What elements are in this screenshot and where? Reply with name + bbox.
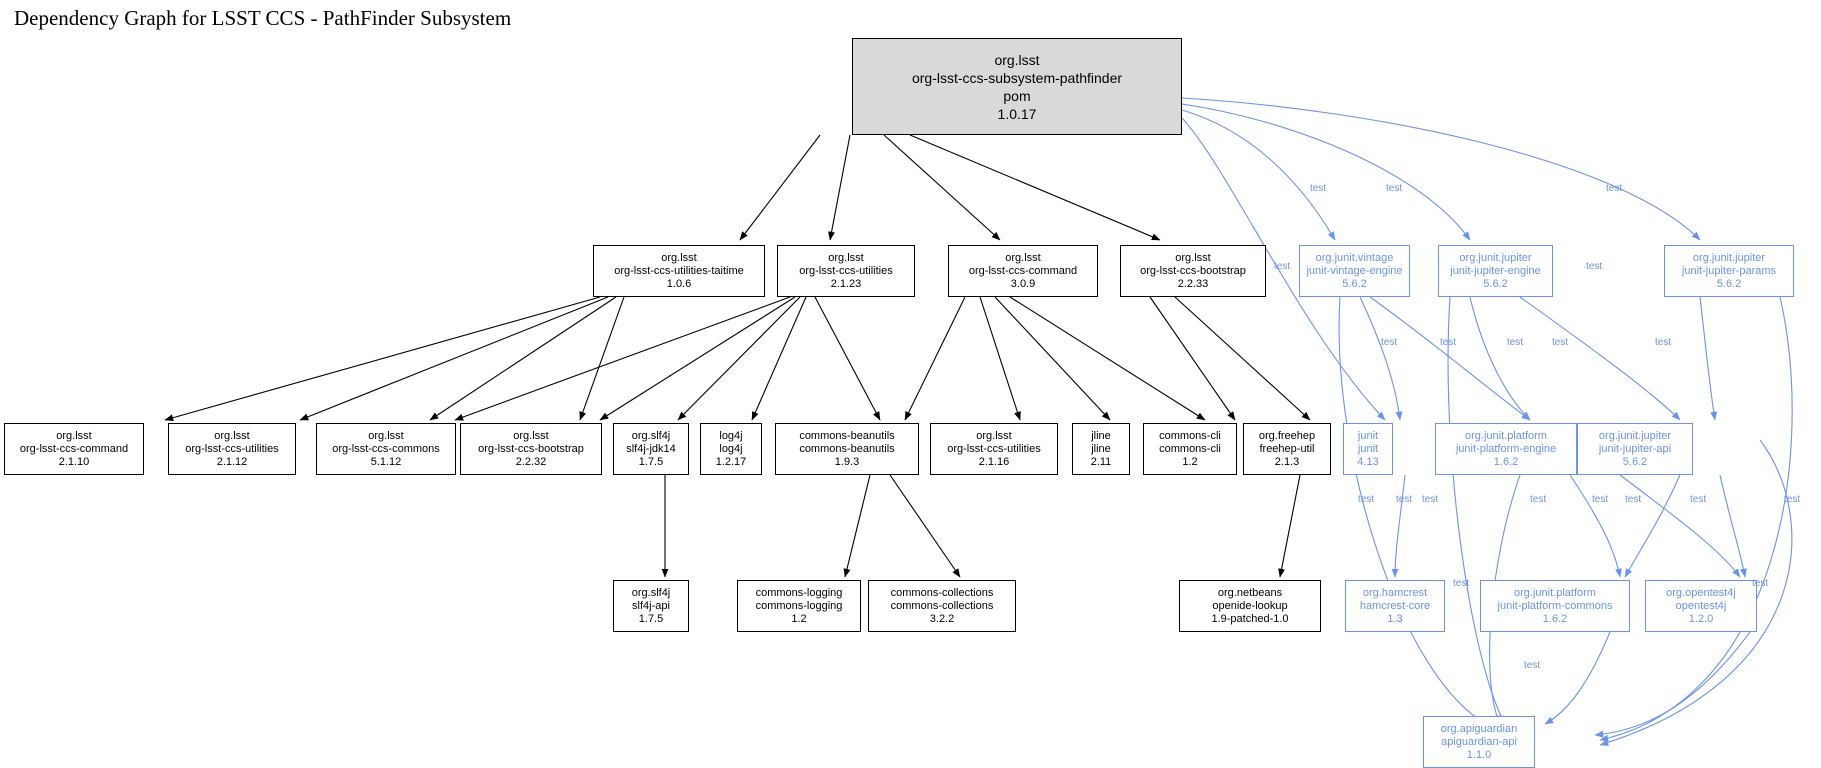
node-line: 3.0.9 [1010,277,1036,290]
node-line: org-lsst-ccs-utilities [799,264,893,277]
node-line: org.junit.vintage [1315,251,1394,264]
edge-label-test: test [1381,337,1398,348]
node-line: jline [1091,442,1111,455]
node-line: slf4j-api [632,599,670,612]
edge-label-test: test [1507,337,1524,348]
edge-label-test: test [1606,183,1623,194]
graph-node-slf4j-api[interactable] [613,580,689,632]
node-line: 2.2.32 [515,455,547,468]
node-line: jline [1091,429,1111,442]
node-line: org-lsst-ccs-command [968,264,1078,277]
graph-node-command-2110[interactable] [4,423,144,475]
graph-node-junit[interactable] [1343,423,1393,475]
edge-label-test: test [1784,494,1801,505]
graph-node-junit-jupiter-engine[interactable] [1438,245,1553,297]
node-line: junit-platform-engine [1455,442,1557,455]
node-line: 1.2.0 [1688,612,1714,625]
node-line: junit-jupiter-api [1598,442,1672,455]
node-line: org.lsst [1175,251,1211,264]
graph-node-commons-beanutils[interactable] [775,423,919,475]
graph-node-junit-jupiter-api[interactable] [1577,423,1693,475]
node-line: 1.7.5 [638,455,664,468]
node-line: 1.2 [1182,455,1198,468]
node-line: 1.2.17 [715,455,747,468]
node-line: 1.1.0 [1466,748,1492,761]
graph-node-apiguardian-api[interactable] [1423,716,1535,768]
node-line: freehep-util [1259,442,1315,455]
node-line: junit [1357,429,1379,442]
node-line: 1.2 [791,612,807,625]
node-line: junit-jupiter-params [1681,264,1777,277]
node-line: 1.6.2 [1542,612,1568,625]
edge-label-test: test [1396,494,1413,505]
node-line: org-lsst-ccs-utilities-taitime [614,264,744,277]
node-line: org.apiguardian [1440,722,1518,735]
node-line: 2.1.12 [216,455,248,468]
node-line: org.lsst [368,429,404,442]
node-line: org-lsst-ccs-bootstrap [478,442,584,455]
edge-label-test: test [1530,494,1547,505]
node-line: 5.6.2 [1483,277,1508,290]
node-line: openide-lookup [1212,599,1288,612]
node-line: commons-cli [1159,442,1221,455]
graph-node-utilities-2112[interactable] [168,423,296,475]
node-line: org.junit.platform [1465,429,1547,442]
node-line: org.junit.platform [1514,586,1596,599]
node-line: org-lsst-ccs-command [19,442,129,455]
node-line: 1.7.5 [638,612,664,625]
node-line: 5.6.2 [1716,277,1742,290]
node-line: junit-jupiter-engine [1450,264,1541,277]
edge-label-test: test [1386,183,1403,194]
edge-label-test: test [1358,494,1375,505]
node-line: 2.1.23 [830,277,862,290]
graph-node-log4j[interactable] [700,423,762,475]
node-line: 5.6.2 [1342,277,1367,290]
node-line: commons-beanutils [799,442,895,455]
node-line: 3.2.2 [929,612,955,625]
node-line: org-lsst-ccs-bootstrap [1140,264,1246,277]
node-line: 1.0.17 [997,105,1037,122]
node-line: 1.9-patched-1.0 [1211,612,1289,625]
graph-node-junit-platform-engine[interactable] [1435,423,1577,475]
node-line: commons-collections [890,586,994,599]
node-line: 2.11 [1090,455,1112,468]
node-line: 2.1.10 [58,455,90,468]
graph-node-commons-5112[interactable] [316,423,456,475]
node-line: 5.1.12 [370,455,402,468]
node-line: 1.3 [1387,612,1403,625]
edge-label-test: test [1655,337,1672,348]
graph-node-utilities-taitime[interactable] [593,245,765,297]
node-line: org-lsst-ccs-commons [332,442,440,455]
graph-node-commons-collections[interactable] [868,580,1016,632]
node-line: apiguardian-api [1441,735,1517,748]
node-line: opentest4j [1675,599,1727,612]
node-line: 1.9.3 [834,455,860,468]
edge-label-test: test [1592,494,1609,505]
node-line: org.netbeans [1217,586,1283,599]
edge-label-test: test [1552,337,1569,348]
node-line: org.lsst [661,251,697,264]
node-line: org.slf4j [631,429,671,442]
graph-node-command-309[interactable] [948,245,1098,297]
node-line: 1.6.2 [1493,455,1519,468]
edge-label-test: test [1422,494,1439,505]
node-line: slf4j-jdk14 [626,442,676,455]
graph-node-hamcrest-core[interactable] [1345,580,1445,632]
node-line: org-lsst-ccs-subsystem-pathfinder [911,69,1123,86]
node-line: org.slf4j [631,586,671,599]
node-line: org.hamcrest [1362,586,1428,599]
graph-node-utilities-2123[interactable] [777,245,915,297]
edge-label-test: test [1625,494,1642,505]
graph-node-freehep-util[interactable] [1243,423,1331,475]
node-line: log4j [719,429,743,442]
graph-node-junit-platform-commons[interactable] [1480,580,1630,632]
node-line: org.lsst [513,429,549,442]
node-line: org.junit.jupiter [1692,251,1766,264]
graph-node-jline[interactable] [1072,423,1130,475]
node-line: org.lsst [828,251,864,264]
edge-label-test: test [1310,183,1327,194]
graph-node-opentest4j[interactable] [1645,580,1757,632]
node-line: org-lsst-ccs-utilities [185,442,279,455]
node-line: org.lsst [994,51,1040,68]
graph-node-root[interactable] [852,38,1182,135]
graph-node-junit-jupiter-params[interactable] [1664,245,1794,297]
test-edges [1182,98,1792,745]
node-line: org.freehep [1258,429,1316,442]
page-title: Dependency Graph for LSST CCS - PathFinder Subsystem [14,6,512,30]
graph-node-bootstrap-2232[interactable] [460,423,602,475]
node-line: commons-beanutils [799,429,895,442]
graph-node-commons-logging[interactable] [737,580,861,632]
node-line: 5.6.2 [1622,455,1648,468]
node-line: org.lsst [56,429,92,442]
node-line: junit [1357,442,1379,455]
node-line: junit-platform-commons [1497,599,1613,612]
node-line: commons-collections [890,599,994,612]
node-line: org.opentest4j [1666,586,1736,599]
edge-label-test: test [1524,660,1541,671]
node-line: org.junit.jupiter [1459,251,1532,264]
graph-node-openide-lookup[interactable] [1179,580,1321,632]
node-line: hamcrest-core [1359,599,1431,612]
graph-node-bootstrap-2233[interactable] [1120,245,1266,297]
graph-node-commons-cli[interactable] [1143,423,1237,475]
node-line: log4j [719,442,743,455]
node-line: org.lsst [214,429,250,442]
edge-label-test: test [1274,261,1291,272]
graph-node-junit-vintage-engine[interactable] [1299,245,1410,297]
node-line: commons-cli [1159,429,1221,442]
node-line: org-lsst-ccs-utilities [947,442,1041,455]
node-line: junit-vintage-engine [1306,264,1403,277]
node-line: commons-logging [755,599,843,612]
node-line: 2.1.16 [978,455,1010,468]
node-line: commons-logging [755,586,843,599]
node-line: org.junit.jupiter [1598,429,1672,442]
edge-label-test: test [1752,578,1769,589]
graph-node-utilities-2116[interactable] [930,423,1058,475]
graph-node-slf4j-jdk14[interactable] [613,423,689,475]
edge-label-test: test [1586,261,1603,272]
node-line: 1.0.6 [666,277,692,290]
edge-label-test: test [1440,337,1457,348]
edge-label-test: test [1453,578,1470,589]
node-line: org.lsst [1005,251,1041,264]
node-line: 2.2.33 [1177,277,1209,290]
node-line: org.lsst [976,429,1012,442]
black-edges [165,135,1310,577]
node-line: pom [1003,87,1031,104]
edge-label-test: test [1690,494,1707,505]
node-line: 2.1.3 [1274,455,1300,468]
node-line: 4.13 [1357,455,1379,468]
